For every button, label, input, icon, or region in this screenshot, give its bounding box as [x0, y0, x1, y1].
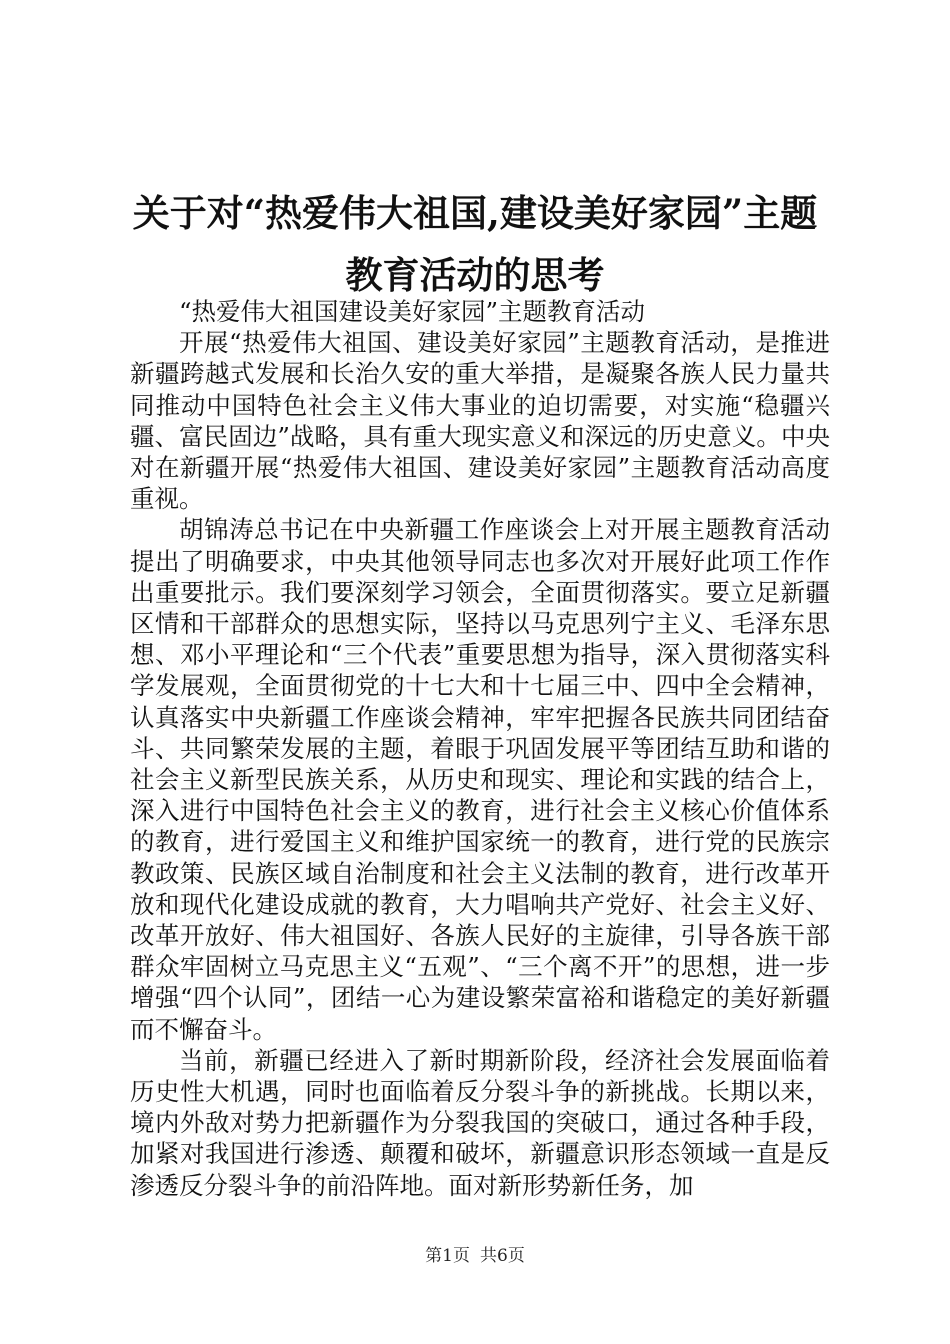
title-line-2: 教育活动的思考 [345, 253, 605, 297]
page-footer [0, 1244, 950, 1268]
paragraph: 开展“热爱伟大祖国、建设美好家园”主题教育活动，是推进新疆跨越式发展和长治久安的重大举措，是凝聚各族人民力量共同推动中国特色社会主义伟大事业的迫切需要，对实施“稳疆兴疆、富民固边”战略，具有重大现实意义和深远的历史意义。中央对在新疆开展“热爱伟大祖国、建设美好家园”主题教育活动高度重视。 [130, 328, 830, 514]
paragraph-subtitle: “热爱伟大祖国建设美好家园”主题教育活动 [179, 297, 646, 326]
title-line-1: 关于对“热爱伟大祖国,建设美好家园”主题 [132, 191, 818, 235]
page-total: 共6页 [480, 1246, 525, 1266]
document-body [130, 296, 830, 1201]
document-title [0, 182, 950, 306]
paragraph: 胡锦涛总书记在中央新疆工作座谈会上对开展主题教育活动提出了明确要求，中央其他领导同志也多次对开展好此项工作作出重要批示。我们要深刻学习领会，全面贯彻落实。要立足新疆区情和干部群众的思想实际，坚持以马克思列宁主义、毛泽东思想、邓小平理论和“三个代表”重要思想为指导，深入贯彻落实科学发展观，全面贯彻党的十七大和十七届三中、四中全会精神，认真落实中央新疆工作座谈会精神，牢牢把握各民族共同团结奋斗、共同繁荣发展的主题，着眼于巩固发展平等团结互助和谐的社会主义新型民族关系，从历史和现实、理论和实践的结合上，深入进行中国特色社会主义的教育，进行社会主义核心价值体系的教育，进行爱国主义和维护国家统一的教育，进行党的民族宗教政策、民族区域自治制度和社会主义法制的教育，进行改革开放和现代化建设成就的教育，大力唱响共产党好、社会主义好、改革开放好、伟大祖国好、各族人民好的主旋律，引导各族干部群众牢固树立马克思主义“五观”、“三个离不开”的思想，进一步增强“四个认同”，团结一心为建设繁荣富裕和谐稳定的美好新疆而不懈奋斗。 [130, 515, 830, 1044]
page-number: 第1页 [425, 1246, 470, 1266]
paragraph: 当前，新疆已经进入了新时期新阶段，经济社会发展面临着历史性大机遇，同时也面临着反分裂斗争的新挑战。长期以来，境内外敌对势力把新疆作为分裂我国的突破口，通过各种手段，加紧对我国进行渗透、颠覆和破坏，新疆意识形态领域一直是反渗透反分裂斗争的前沿阵地。面对新形势新任务，加 [130, 1045, 830, 1200]
